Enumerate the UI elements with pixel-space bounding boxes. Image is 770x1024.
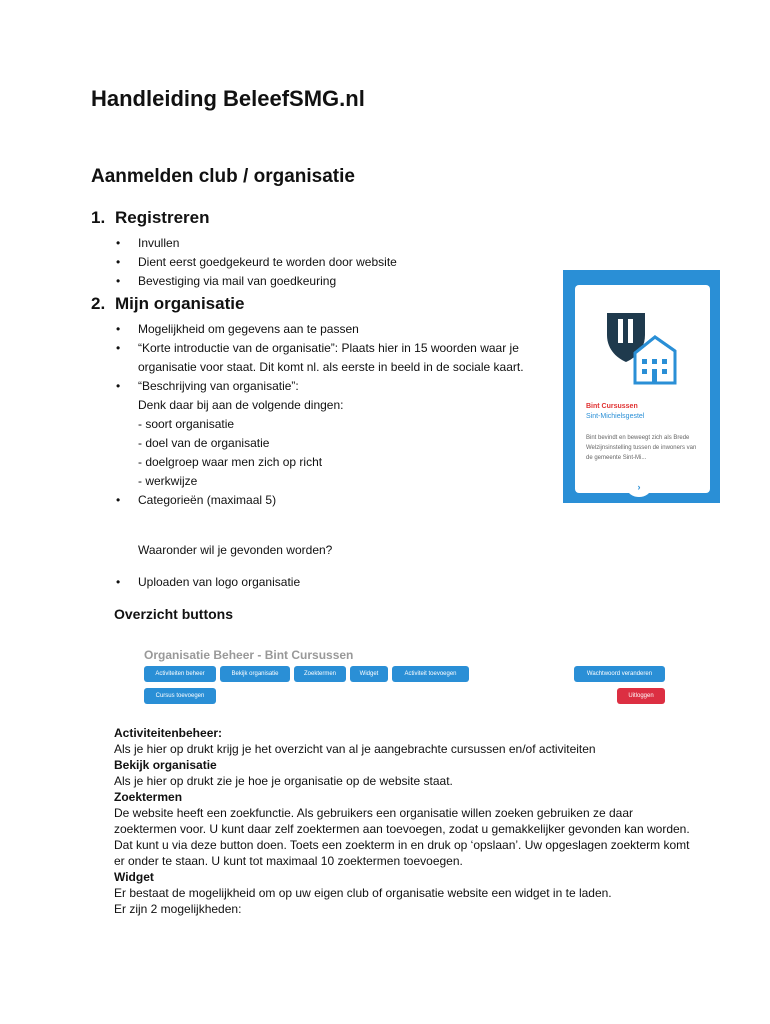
section-1-list — [114, 234, 534, 291]
section-2-number: 2. — [91, 294, 106, 313]
section-2-heading — [91, 294, 244, 314]
section-2-title: Mijn organisatie — [115, 294, 245, 313]
organisation-logo-icon — [603, 309, 683, 385]
list-item: • Bevestiging via mail van goedkeuring — [114, 272, 534, 291]
card-title: Bint Cursussen — [586, 403, 638, 410]
section-1-title: Registreren — [115, 208, 210, 227]
page-title: Handleiding BeleefSMG.nl — [91, 86, 365, 111]
description-bullet-label: “Beschrijving van organisatie”: — [138, 379, 299, 393]
card-place: Sint-Michielsgestel — [586, 413, 645, 420]
description-line: - werkwijze — [138, 474, 198, 488]
card-description: Bint bevindt en beweegt zich als Brede Welzijnsinstelling tussen de inwoners van de gemeente Sint-Mi... — [586, 435, 697, 461]
cursus-toevoegen-button[interactable]: Cursus toevoegen — [144, 688, 216, 704]
description-line: - doelgroep waar men zich op richt — [138, 455, 323, 469]
list-item — [114, 377, 548, 491]
description-line: - soort organisatie — [138, 417, 235, 431]
widget-button[interactable]: Widget — [350, 666, 388, 682]
widget-label: Widget — [114, 870, 154, 884]
activiteitenbeheer-label: Activiteitenbeheer: — [114, 726, 223, 740]
widget-text-1: Er bestaat de mogelijkheid om op uw eigen club of organisatie website een widget in te laden. — [114, 886, 612, 900]
wachtwoord-veranderen-button[interactable]: Wachtwoord veranderen — [574, 666, 665, 682]
section-2-list — [114, 320, 548, 510]
list-item: • “Korte introductie van de organisatie”: Plaats hier in 15 woorden waar je organisatie voor staat. Dit komt nl. als eerste in beeld in de sociale kaart. — [114, 339, 548, 377]
list-item: • Mogelijkheid om gegevens aan te passen — [114, 320, 548, 339]
section-heading: Aanmelden club / organisatie — [91, 166, 355, 187]
list-item: • Invullen — [114, 234, 534, 253]
widget-text-2: Er zijn 2 mogelijkheden: — [114, 902, 242, 916]
bekijk-text: Als je hier op drukt zie je hoe je organisatie op de website staat. — [114, 774, 453, 788]
categories-note: Waaronder wil je gevonden worden? — [138, 543, 333, 557]
zoektermen-text: De website heeft een zoekfunctie. Als gebruikers een organisatie willen zoeken gebruiken ze daar zoektermen voor. U kunt daar zelf zoektermen aan toevoegen, zodat u gemakkelijker gevonden kan worden. Dat kunt u via deze button doen. Toets een zoekterm in en druk op ‘opslaan’. Uw opgeslagen zoekterm komt er onder te staan. U kunt tot maximaal 10 zoektermen toevoegen. — [114, 806, 690, 868]
list-item: • Dient eerst goedgekeurd te worden door website — [114, 253, 534, 272]
overview-heading: Overzicht buttons — [114, 606, 234, 622]
section-2-list-extra — [114, 573, 548, 592]
bekijk-label: Bekijk organisatie — [114, 758, 217, 772]
activiteit-toevoegen-button[interactable]: Activiteit toevoegen — [392, 666, 469, 682]
explanations — [114, 725, 694, 917]
section-1-number: 1. — [91, 208, 106, 227]
bekijk-organisatie-button[interactable]: Bekijk organisatie — [220, 666, 290, 682]
card-arrow-icon[interactable]: › — [627, 479, 651, 497]
zoektermen-button[interactable]: Zoektermen — [294, 666, 346, 682]
list-item: • Categorieën (maximaal 5) — [114, 491, 548, 510]
section-1-heading — [91, 208, 209, 228]
panel-title: Organisatie Beheer - Bint Cursussen — [144, 648, 354, 662]
description-line: - doel van de organisatie — [138, 436, 270, 450]
description-line: Denk daar bij aan de volgende dingen: — [138, 398, 344, 412]
activiteitenbeheer-text: Als je hier op drukt krijg je het overzicht van al je aangebrachte cursussen en/of activiteiten — [114, 742, 596, 756]
uitloggen-button[interactable]: Uitloggen — [617, 688, 665, 704]
list-item: • Uploaden van logo organisatie — [114, 573, 548, 592]
activiteiten-beheer-button[interactable]: Activiteiten beheer — [144, 666, 216, 682]
zoektermen-label: Zoektermen — [114, 790, 183, 804]
